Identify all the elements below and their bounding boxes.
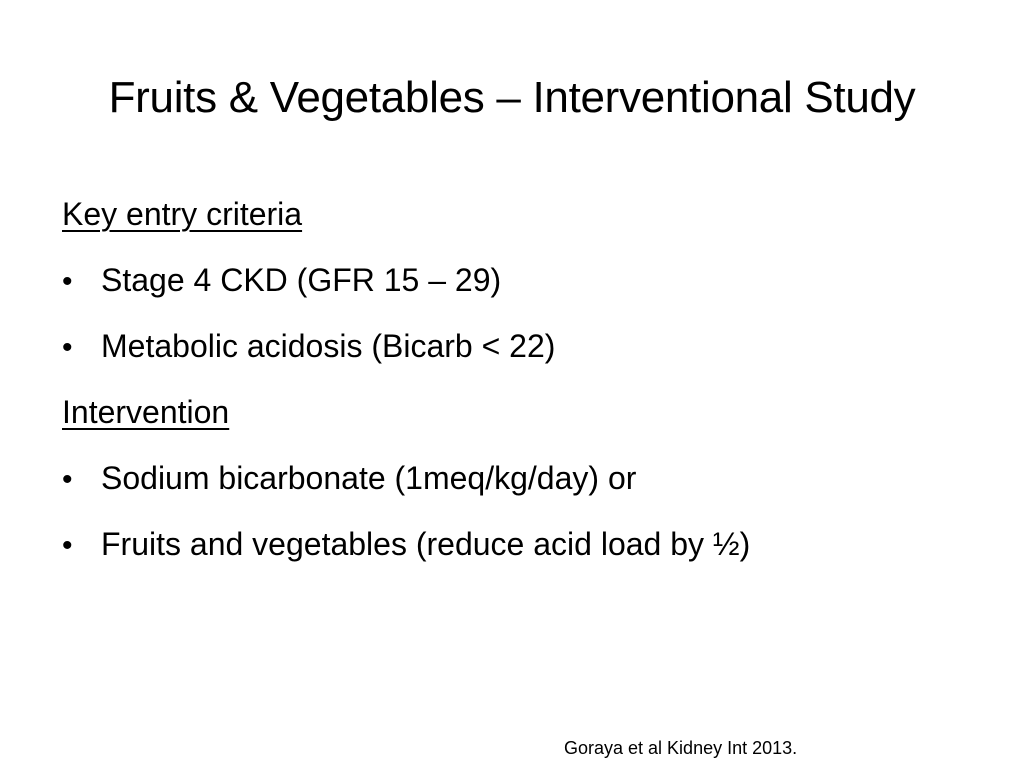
bullet-item [62,322,1002,388]
section-heading-intervention: Intervention [62,394,230,430]
section-heading-key-entry-criteria: Key entry criteria [62,196,303,232]
bullet-glyph: • [62,463,73,496]
bullet-glyph: • [62,529,73,562]
bullet-text: Metabolic acidosis (Bicarb < 22) [101,328,556,364]
slide-title: Fruits & Vegetables – Interventional Study [108,73,916,122]
bullet-text: Stage 4 CKD (GFR 15 – 29) [101,262,502,298]
slide-body [62,190,1002,586]
bullet-glyph: • [62,331,73,364]
bullet-item [62,454,1002,520]
bullet-item [62,256,1002,322]
bullet-text: Sodium bicarbonate (1meq/kg/day) or [101,460,637,496]
bullet-glyph: • [62,265,73,298]
bullet-item [62,520,1002,586]
bullet-text: Fruits and vegetables (reduce acid load by ½) [101,526,751,562]
citation: Goraya et al Kidney Int 2013. [564,738,798,758]
